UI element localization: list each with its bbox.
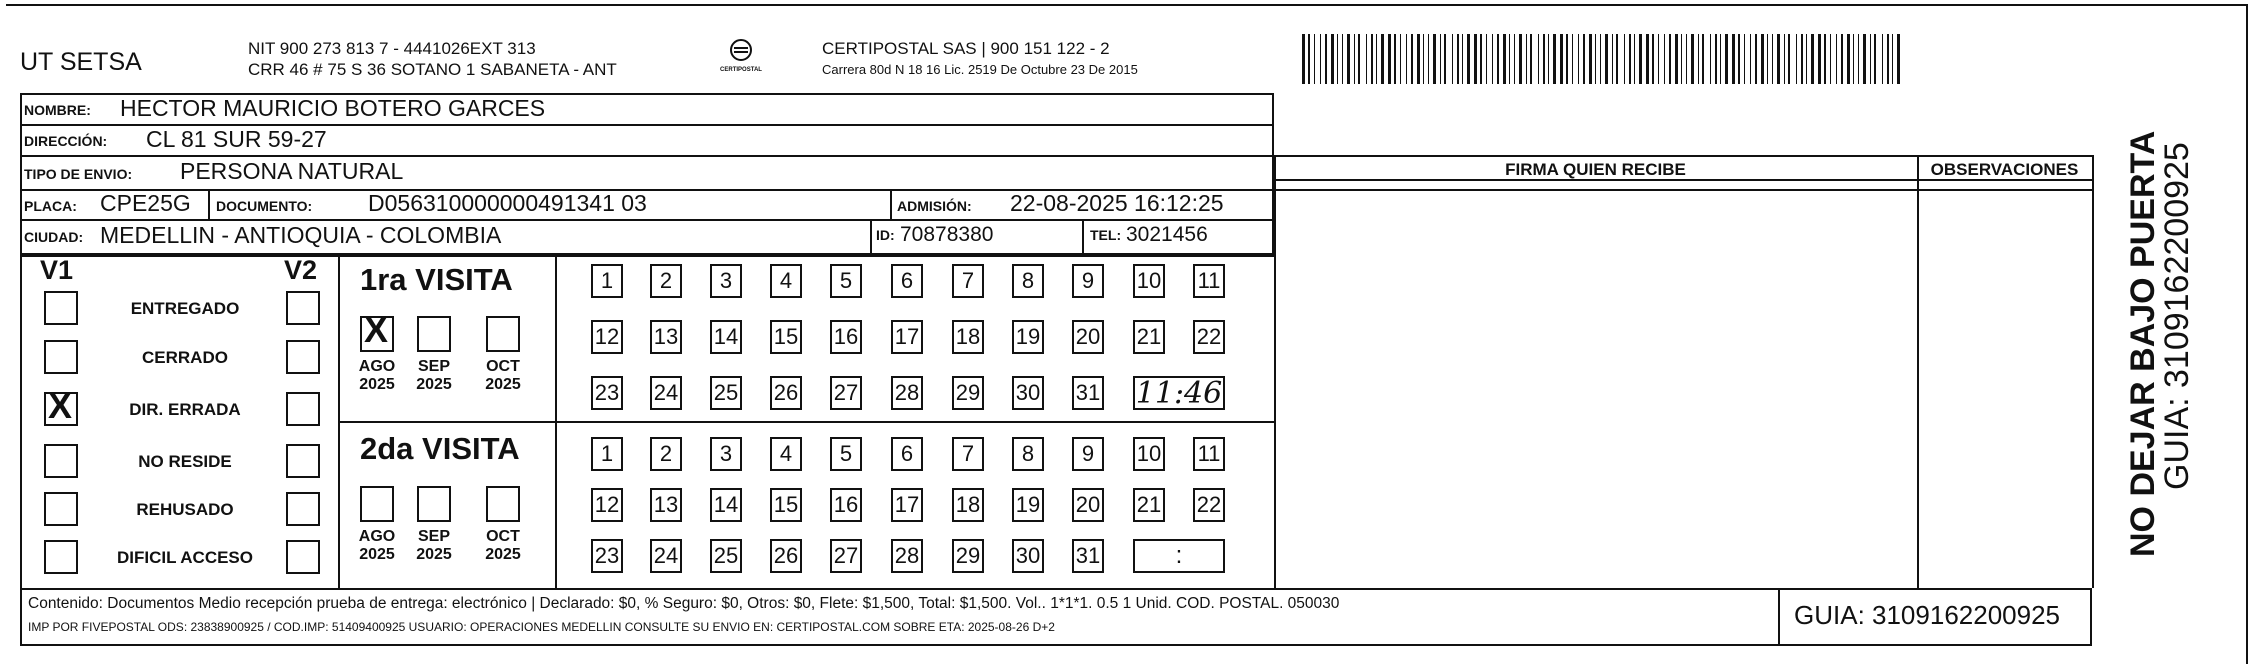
visit1-day-box[interactable]: 8 (1012, 264, 1044, 298)
visit2-day-box[interactable]: 5 (830, 437, 862, 471)
visit2-day-box[interactable]: 17 (891, 488, 923, 522)
visit1-time-box[interactable]: 11:46 (1133, 376, 1225, 410)
visit2-day-box[interactable]: 8 (1012, 437, 1044, 471)
visit2-day-box[interactable]: 22 (1193, 488, 1225, 522)
visit2-month-label (411, 528, 457, 565)
visit2-day-box[interactable]: 23 (591, 539, 623, 573)
v2-checkbox[interactable] (286, 340, 320, 374)
certipostal-address: Carrera 80d N 18 16 Lic. 2519 De Octubre 23 De 2015 (822, 62, 1138, 77)
visit2-day-box[interactable]: 25 (710, 539, 742, 573)
visit2-month-name: OCT (486, 528, 520, 545)
id-label: ID: (876, 227, 895, 243)
certipostal-line: CERTIPOSTAL SAS | 900 151 122 - 2 (822, 39, 1110, 58)
visit1-day-box[interactable]: 3 (710, 264, 742, 298)
visit2-day-box[interactable]: 12 (591, 488, 623, 522)
nombre-label: NOMBRE: (24, 102, 91, 118)
visit1-day-box[interactable]: 14 (710, 320, 742, 354)
visit1-title: 1ra VISITA (360, 262, 513, 297)
visit1-month-checkbox[interactable] (486, 316, 520, 352)
documento-value: D056310000000491341 03 (368, 190, 647, 216)
visit2-day-box[interactable]: 2 (650, 437, 682, 471)
status-option-label: ENTREGADO (130, 299, 240, 318)
visit1-month-name: AGO (358, 358, 396, 375)
visit1-day-box[interactable]: 5 (830, 264, 862, 298)
status-option-label: REHUSADO (136, 500, 234, 519)
visit2-day-box[interactable]: 7 (952, 437, 984, 471)
v1-check-mark: X (48, 385, 73, 426)
visit1-day-box[interactable]: 28 (891, 376, 923, 410)
placa-value: CPE25G (100, 190, 191, 216)
tel-value: 3021456 (1126, 223, 1208, 246)
visit1-day-box[interactable]: 18 (952, 320, 984, 354)
id-value: 70878380 (900, 223, 994, 246)
visit2-day-box[interactable]: 4 (770, 437, 802, 471)
visit2-day-box[interactable]: 24 (650, 539, 682, 573)
visit2-day-box[interactable]: 1 (591, 437, 623, 471)
visit1-day-box[interactable]: 4 (770, 264, 802, 298)
visit2-day-box[interactable]: 28 (891, 539, 923, 573)
visit2-day-box[interactable]: 29 (952, 539, 984, 573)
visit1-month-year: 2025 (485, 376, 521, 394)
visit2-day-box[interactable]: 30 (1012, 539, 1044, 573)
visit2-day-box[interactable]: 9 (1072, 437, 1104, 471)
visit1-day-box[interactable]: 7 (952, 264, 984, 298)
visit1-day-box[interactable]: 31 (1072, 376, 1104, 410)
status-option-label: CERRADO (142, 348, 228, 367)
visit1-day-box[interactable]: 17 (891, 320, 923, 354)
visit2-day-box[interactable]: 31 (1072, 539, 1104, 573)
admision-label: ADMISIÓN: (897, 198, 972, 214)
ciudad-value: MEDELLIN - ANTIOQUIA - COLOMBIA (100, 222, 502, 248)
visit2-day-box[interactable]: 13 (650, 488, 682, 522)
visit1-month-name: SEP (417, 358, 450, 375)
visit1-day-box[interactable]: 22 (1193, 320, 1225, 354)
status-option-label: DIR. ERRADA (129, 400, 241, 419)
footer-guia: GUIA: 3109162200925 (1794, 600, 2060, 630)
visit1-month-checkbox[interactable] (417, 316, 451, 352)
visit1-month-name: OCT (486, 358, 520, 375)
tipo-label: TIPO DE ENVIO: (24, 166, 133, 182)
visit2-day-box[interactable]: 21 (1133, 488, 1165, 522)
visit1-day-box[interactable]: 6 (891, 264, 923, 298)
direccion-label: DIRECCIÓN: (24, 133, 108, 149)
v1-header: V1 (40, 255, 74, 285)
visit2-time-box[interactable]: : (1133, 539, 1225, 573)
visit2-month-name: AGO (358, 528, 396, 545)
status-option-label: NO RESIDE (138, 452, 232, 471)
visit1-day-box[interactable]: 13 (650, 320, 682, 354)
visit2-day-box[interactable]: 18 (952, 488, 984, 522)
visit1-month-label (354, 358, 400, 395)
visit1-month-year: 2025 (416, 376, 452, 394)
tel-label: TEL: (1090, 227, 1122, 243)
tipo-value: PERSONA NATURAL (180, 158, 404, 184)
company-name: UT SETSA (20, 48, 142, 76)
direccion-value: CL 81 SUR 59-27 (146, 126, 327, 152)
v1-checkbox[interactable] (44, 340, 78, 374)
month-check-mark: X (364, 309, 389, 350)
v2-checkbox[interactable] (286, 444, 320, 478)
visit1-month-year: 2025 (359, 376, 395, 394)
no-dejar-bajo-puerta: NO DEJAR BAJO PUERTA (2124, 130, 2162, 557)
nombre-value: HECTOR MAURICIO BOTERO GARCES (120, 95, 546, 121)
v1-checkbox[interactable] (44, 444, 78, 478)
address-line: CRR 46 # 75 S 36 SOTANO 1 SABANETA - ANT (248, 60, 617, 79)
v2-checkbox[interactable] (286, 492, 320, 526)
visit2-day-box[interactable]: 14 (710, 488, 742, 522)
visit2-day-box[interactable]: 6 (891, 437, 923, 471)
visit2-day-box[interactable]: 10 (1133, 437, 1165, 471)
status-option-label: DIFICIL ACCESO (116, 548, 253, 567)
visit1-day-box[interactable]: 20 (1072, 320, 1104, 354)
visit1-day-box[interactable]: 29 (952, 376, 984, 410)
logo-text: CERTIPOSTAL (720, 67, 762, 73)
visit2-day-box[interactable]: 15 (770, 488, 802, 522)
side-guia: GUIA: 3109162200925 (2158, 142, 2196, 490)
visit2-day-box[interactable]: 3 (710, 437, 742, 471)
visit2-day-box[interactable]: 20 (1072, 488, 1104, 522)
visit1-day-box[interactable]: 16 (830, 320, 862, 354)
visit2-month-year: 2025 (416, 546, 452, 564)
visit2-day-box[interactable]: 11 (1193, 437, 1225, 471)
visit2-day-box[interactable]: 19 (1012, 488, 1044, 522)
visit1-day-box[interactable]: 12 (591, 320, 623, 354)
placa-label: PLACA: (24, 198, 77, 214)
observaciones-header: OBSERVACIONES (1930, 160, 2079, 179)
documento-label: DOCUMENTO: (216, 198, 313, 214)
visit1-day-box[interactable]: 27 (830, 376, 862, 410)
visit2-month-checkbox[interactable] (360, 486, 394, 522)
visit1-day-box[interactable]: 19 (1012, 320, 1044, 354)
visit1-month-label (480, 358, 526, 395)
v2-checkbox[interactable] (286, 291, 320, 325)
v2-checkbox[interactable] (286, 540, 320, 574)
v2-header: V2 (284, 255, 318, 285)
firma-header: FIRMA QUIEN RECIBE (1505, 160, 1686, 179)
visit1-day-box[interactable]: 15 (770, 320, 802, 354)
visit2-month-year: 2025 (485, 546, 521, 564)
v1-checkbox[interactable] (44, 385, 78, 426)
visit1-month-label (411, 358, 457, 395)
visit1-day-box[interactable]: 21 (1133, 320, 1165, 354)
footer-imp: IMP POR FIVEPOSTAL ODS: 23838900925 / COD.IMP: 51409400925 USUARIO: OPERACIONES MEDELLIN CONSULTE SU ENVIO EN: CERTIPOSTAL.COM SOBRE ETA: 2025-08-26 D+2 (28, 620, 1055, 634)
footer-content: Contenido: Documentos Medio recepción prueba de entrega: electrónico | Declarado: $0, % Seguro: $0, Otros: $0, Flete: $1,500, Total: $1,500. Vol.. 1*1*1. 0.5 1 Unid. COD. POSTAL. 050030 (28, 595, 1340, 612)
v1-checkbox[interactable] (44, 492, 78, 526)
visit2-month-checkbox[interactable] (486, 486, 520, 522)
nit-line: NIT 900 273 813 7 - 4441026EXT 313 (248, 39, 536, 58)
visit1-day-box[interactable]: 11 (1193, 264, 1225, 298)
visit2-month-year: 2025 (359, 546, 395, 564)
visit1-day-box[interactable]: 30 (1012, 376, 1044, 410)
barcode (1302, 34, 1900, 84)
visit2-month-name: SEP (417, 528, 450, 545)
visit1-day-box[interactable]: 1 (591, 264, 623, 298)
visit2-day-box[interactable]: 26 (770, 539, 802, 573)
visit1-day-box[interactable]: 26 (770, 376, 802, 410)
admision-value: 22-08-2025 16:12:25 (1010, 190, 1224, 216)
visit1-day-box[interactable]: 24 (650, 376, 682, 410)
visit2-day-box[interactable]: 16 (830, 488, 862, 522)
v1-checkbox[interactable] (44, 291, 78, 325)
visit1-day-box[interactable]: 25 (710, 376, 742, 410)
ciudad-label: CIUDAD: (24, 229, 84, 245)
visit2-month-label (480, 528, 526, 565)
v1-checkbox[interactable] (44, 540, 78, 574)
visit1-day-box[interactable]: 10 (1133, 264, 1165, 298)
certipostal-logo-icon (718, 38, 764, 84)
visit1-day-box[interactable]: 2 (650, 264, 682, 298)
visit2-day-box[interactable]: 27 (830, 539, 862, 573)
visit2-title: 2da VISITA (360, 431, 520, 466)
visit1-day-box[interactable]: 23 (591, 376, 623, 410)
visit1-month-checkbox[interactable] (360, 309, 394, 352)
visit2-month-label (354, 528, 400, 565)
visit1-day-box[interactable]: 9 (1072, 264, 1104, 298)
v2-checkbox[interactable] (286, 392, 320, 426)
visit2-month-checkbox[interactable] (417, 486, 451, 522)
